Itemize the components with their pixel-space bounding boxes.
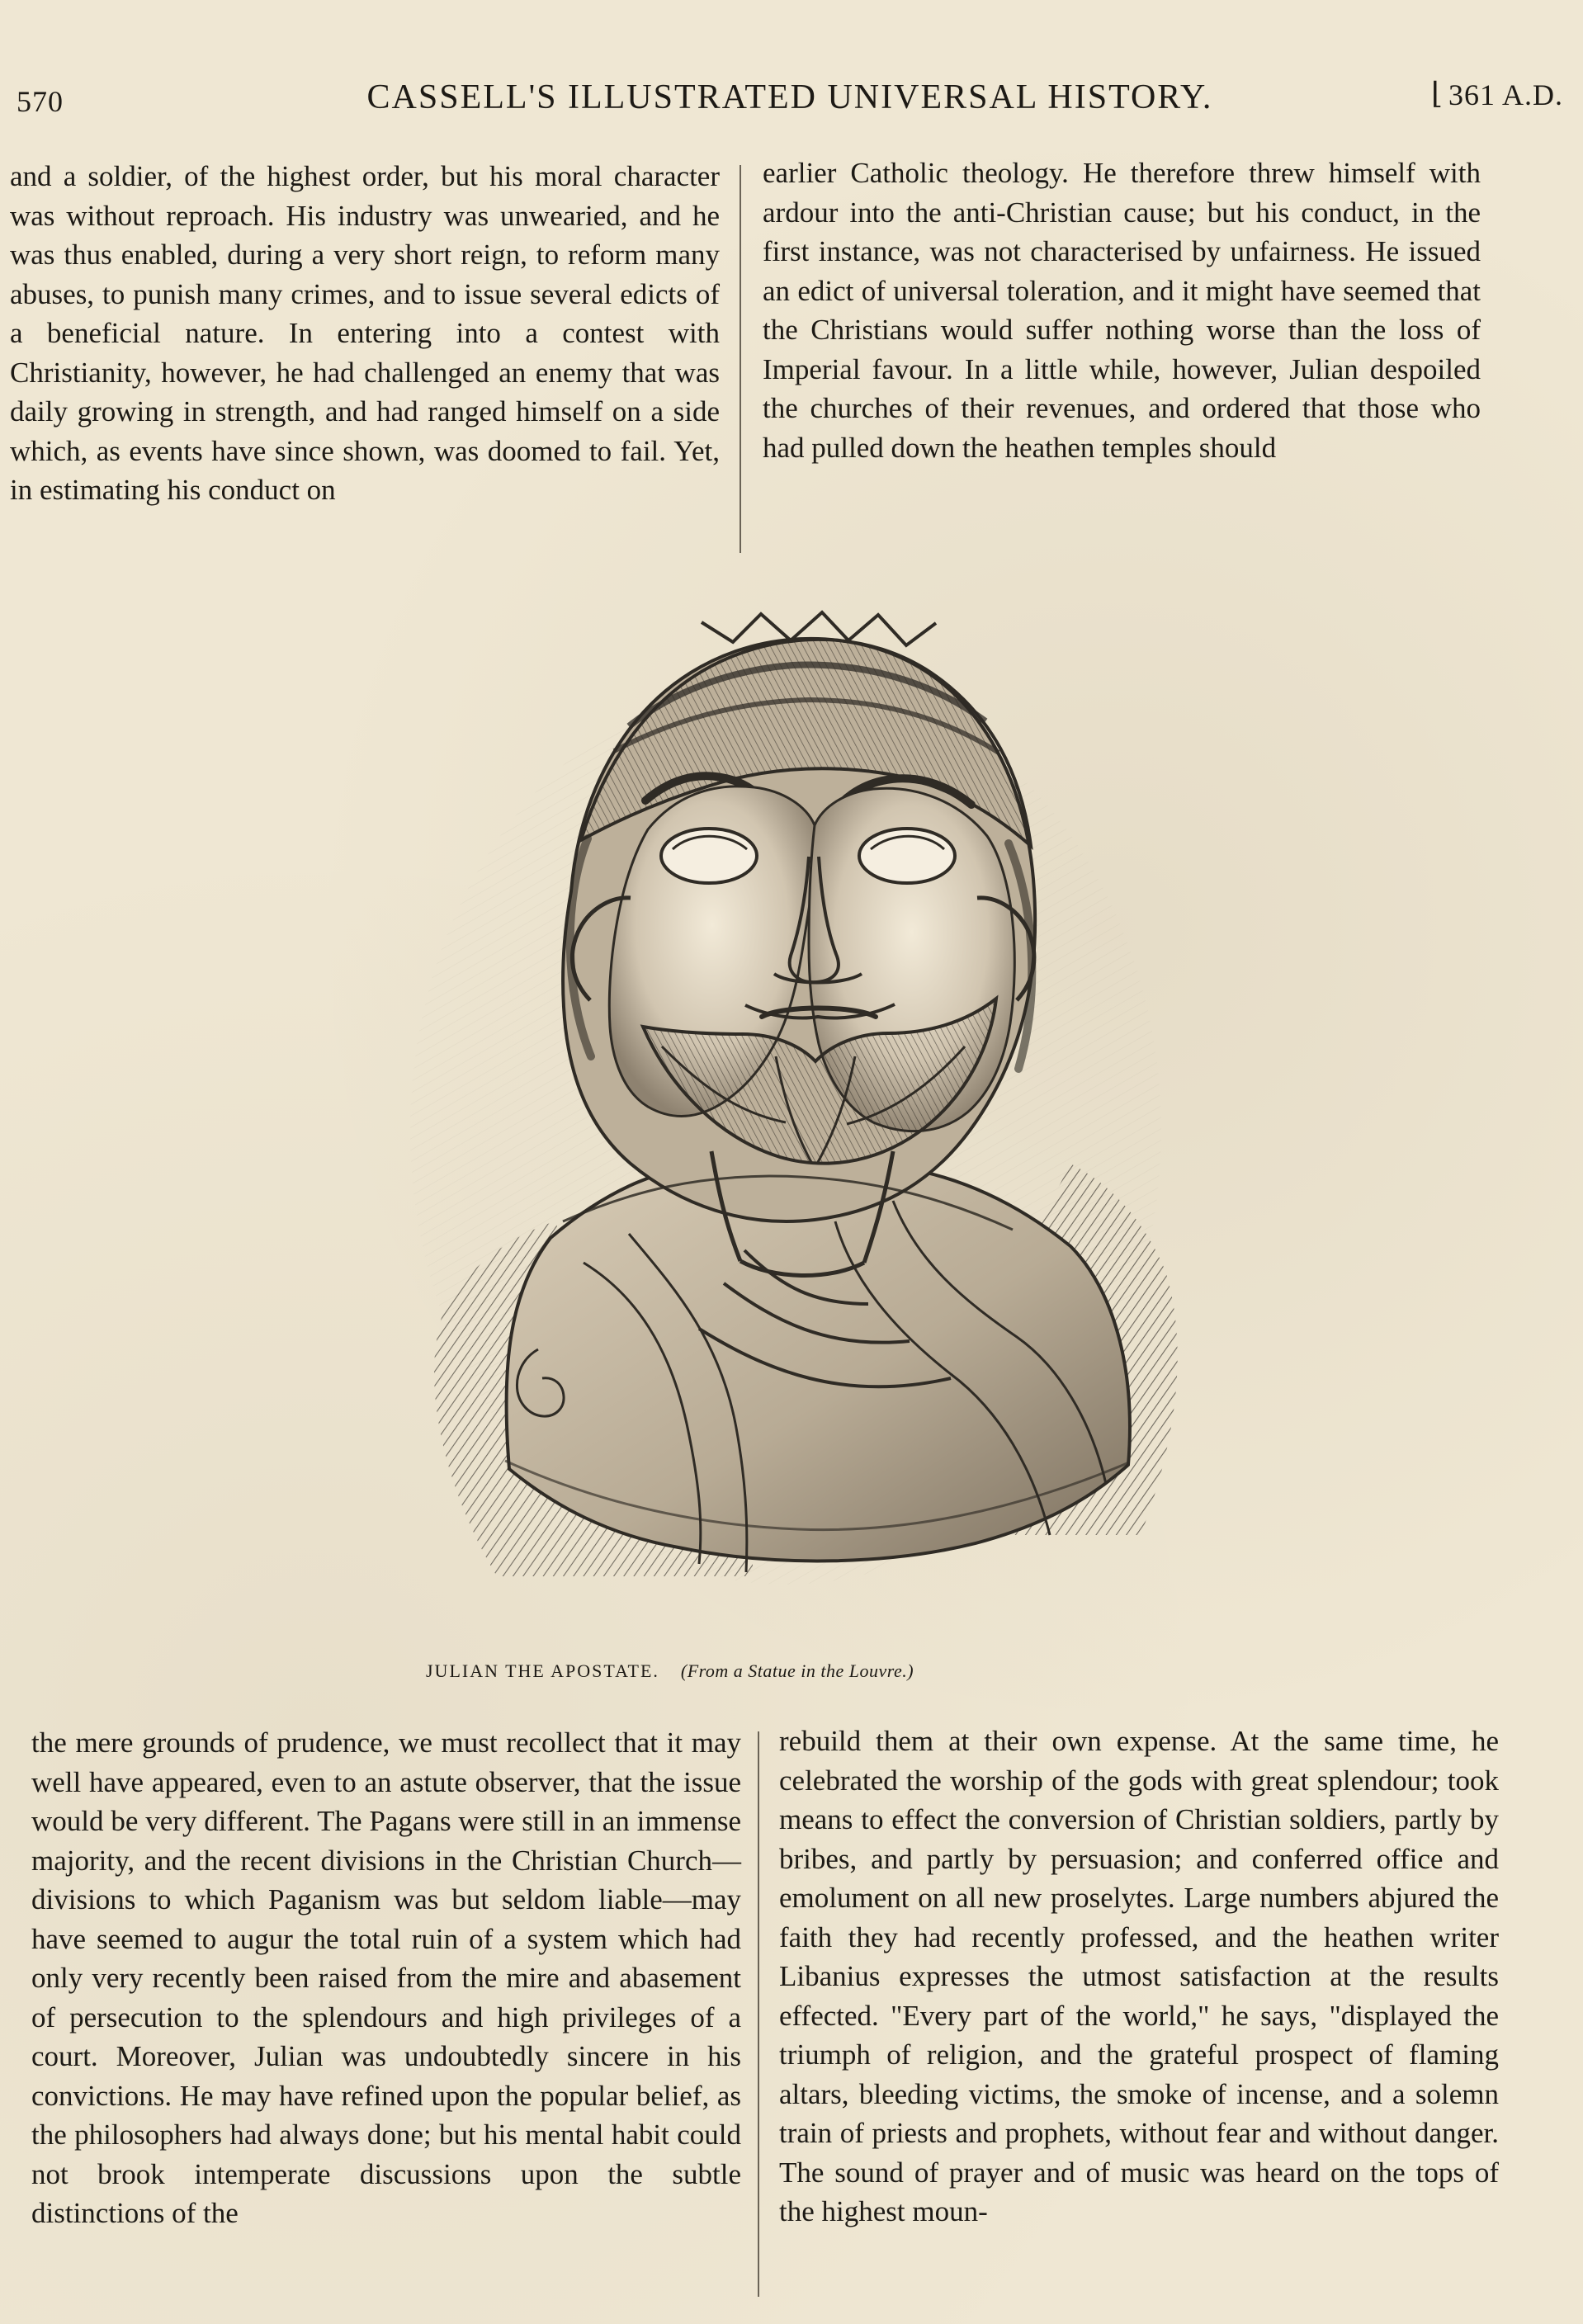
book-title: CASSELL'S ILLUSTRATED UNIVERSAL HISTORY. [366,78,1213,116]
caption-source [681,1660,914,1681]
text-column-bottom-right: rebuild them at their own expense. At the same time, he celebrated the worship of the gods with great splendour; took means to effect the conversion of Christian soldiers, partly by bribes, and partly by persuasion; and conferred office and emolument on all new proselytes. Large numbers abjured the faith they had recently professed, and the heathen writer Libanius expresses the utmost satisfaction at the results effected. "Every part of the world," he says, "displayed the triumph of religion, and the grateful prospect of flaming altars, bleeding victims, the smoke of incense, and a solemn train of priests and prophets, without fear and without danger. The sound of prayer and of music was heard on the tops of the highest moun- [779,1725,1499,2227]
text-column-bottom-left: the mere grounds of prudence, we must recollect that it may well have appeared, even to an astute observer, that the issue would be very different. The Pagans were still in an immense majority, and the recent divisions in the Christian Church—divisions to which Paganism was but seldom liable—may have seemed to augur the total ruin of a system which had only very recently been raised from the mire and abasement of persecution to the splendours and high privileges of a court. Moreover, Julian was undoubtedly sincere in his convictions. He may have refined upon the popular belief, as the philosophers had always done; but his mental habit could not brook intemperate discussions upon the subtle distinctions of the [31,1726,741,2229]
statue-bust-illustration [324,594,1231,1622]
page-number: 570 [17,85,64,118]
text-column-top-left: and a soldier, of the highest order, but his moral character was without reproach. His industry was unwearied, and he was thus enabled, during a very short reign, to reform many abuses, to punish many crimes, and to issue several edicts of a beneficial nature. In entering into a contest with Christianity, however, he had challenged an enemy that was daily growing in strength, and had ranged himself on a side which, as events have since shown, was doomed to fail. Yet, in estimating his conduct on [10,160,720,506]
caption-source-text: (From a Statue in the Louvre.) [680,1660,914,1681]
era-bracket: ⌊ [1430,77,1444,110]
era-text: 361 A.D. [1448,78,1563,111]
column-divider-top [740,165,741,553]
era-label [1431,78,1563,112]
caption-title: JULIAN THE APOSTATE. [426,1660,659,1681]
running-head [17,78,1563,124]
text-column-top-right: earlier Catholic theology. He therefore threw himself with ardour into the anti-Christian cause; but his conduct, in the first instance, was not characterised by unfairness. He issued an edict of universal toleration, and it might have seemed that the Christians would suffer nothing worse than the loss of Imperial favour. In a little while, however, Julian despoiled the churches of their revenues, and ordered that those who had pulled down the heathen temples should [763,157,1481,464]
julian-statue-engraving [324,594,1231,1622]
column-divider-bottom [758,1731,759,2297]
illustration-caption [426,1660,1103,1682]
